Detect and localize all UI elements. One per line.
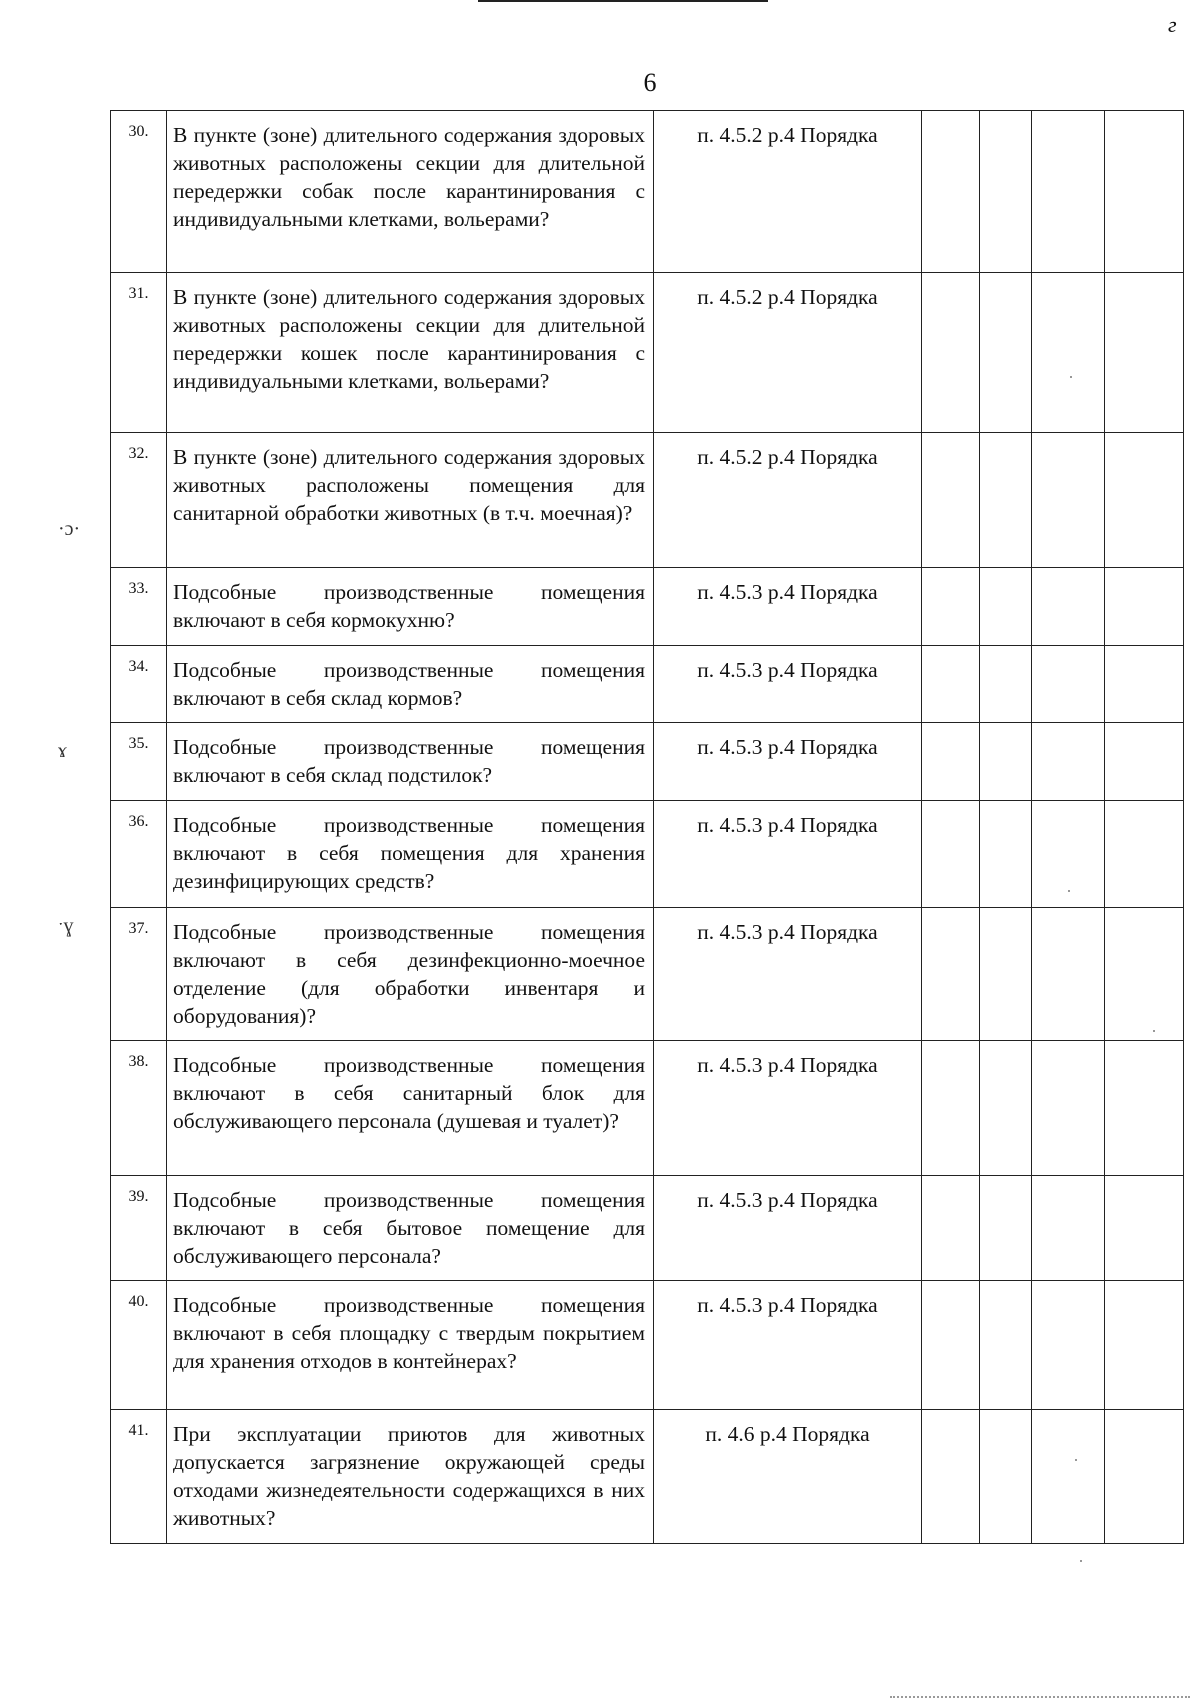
answer-cell[interactable]: [980, 1281, 1032, 1410]
row-number: 32.: [111, 433, 167, 568]
row-question: В пункте (зоне) длительного содержания здоровых животных расположены помещения для санитарной обработки животных (в т.ч. моечная)?: [167, 433, 654, 568]
table-row: [111, 908, 1184, 1041]
table-row: [111, 723, 1184, 801]
row-question: Подсобные производственные помещения включают в себя бытовое помещение для обслуживающего персонала?: [167, 1176, 654, 1281]
answer-cell[interactable]: [1032, 646, 1105, 723]
answer-cell[interactable]: [1032, 723, 1105, 801]
answer-cell[interactable]: [1105, 273, 1184, 433]
answer-cell[interactable]: [922, 908, 980, 1041]
answer-cell[interactable]: [1105, 908, 1184, 1041]
row-question: В пункте (зоне) длительного содержания здоровых животных расположены секции для длительной передержки собак после карантинирования с индивидуальными клетками, вольерами?: [167, 111, 654, 273]
answer-cell[interactable]: [922, 1410, 980, 1544]
answer-cell[interactable]: [922, 568, 980, 646]
row-number: 35.: [111, 723, 167, 801]
answer-cell[interactable]: [1032, 568, 1105, 646]
table-row: [111, 1410, 1184, 1544]
answer-cell[interactable]: [1105, 1281, 1184, 1410]
answer-cell[interactable]: [1032, 433, 1105, 568]
row-number: 40.: [111, 1281, 167, 1410]
answer-cell[interactable]: [980, 1176, 1032, 1281]
row-reference: п. 4.5.3 р.4 Порядка: [654, 568, 922, 646]
corner-handwritten-mark: г: [1168, 12, 1177, 37]
answer-cell[interactable]: [1032, 801, 1105, 908]
row-number: 30.: [111, 111, 167, 273]
scan-edge-noise: [890, 1696, 1190, 1701]
answer-cell[interactable]: [1032, 111, 1105, 273]
answer-cell[interactable]: [980, 111, 1032, 273]
row-number: 39.: [111, 1176, 167, 1281]
table-row: [111, 1176, 1184, 1281]
answer-cell[interactable]: [922, 1281, 980, 1410]
answer-cell[interactable]: [922, 1041, 980, 1176]
table-row: [111, 1281, 1184, 1410]
row-number: 37.: [111, 908, 167, 1041]
answer-cell[interactable]: [980, 801, 1032, 908]
answer-cell[interactable]: [1105, 723, 1184, 801]
answer-cell[interactable]: [1105, 111, 1184, 273]
answer-cell[interactable]: [980, 568, 1032, 646]
table-row: [111, 111, 1184, 273]
answer-cell[interactable]: [1105, 1410, 1184, 1544]
table-row: [111, 801, 1184, 908]
checklist-table: [110, 110, 1184, 1544]
row-number: 38.: [111, 1041, 167, 1176]
answer-cell[interactable]: [1105, 433, 1184, 568]
table-row: [111, 646, 1184, 723]
answer-cell[interactable]: [1105, 801, 1184, 908]
row-question: В пункте (зоне) длительного содержания здоровых животных расположены секции для длительной передержки кошек после карантинирования с индивидуальными клетками, вольерами?: [167, 273, 654, 433]
answer-cell[interactable]: [1032, 1176, 1105, 1281]
answer-cell[interactable]: [922, 433, 980, 568]
answer-cell[interactable]: [922, 723, 980, 801]
row-reference: п. 4.5.3 р.4 Порядка: [654, 646, 922, 723]
row-reference: п. 4.6 р.4 Порядка: [654, 1410, 922, 1544]
answer-cell[interactable]: [922, 801, 980, 908]
answer-cell[interactable]: [980, 1410, 1032, 1544]
answer-cell[interactable]: [1032, 1041, 1105, 1176]
row-question: Подсобные производственные помещения включают в себя помещения для хранения дезинфицирующих средств?: [167, 801, 654, 908]
answer-cell[interactable]: [922, 111, 980, 273]
answer-cell[interactable]: [1105, 646, 1184, 723]
margin-speck-mark: ɤ: [58, 740, 67, 762]
answer-cell[interactable]: [1105, 1041, 1184, 1176]
answer-cell[interactable]: [980, 433, 1032, 568]
row-question: Подсобные производственные помещения включают в себя кормокухню?: [167, 568, 654, 646]
answer-cell[interactable]: [1032, 273, 1105, 433]
table-row: [111, 568, 1184, 646]
answer-cell[interactable]: [980, 646, 1032, 723]
answer-cell[interactable]: [980, 273, 1032, 433]
margin-speck-mark: ·ɔ·: [58, 518, 81, 540]
table-row: [111, 433, 1184, 568]
row-number: 36.: [111, 801, 167, 908]
row-reference: п. 4.5.3 р.4 Порядка: [654, 801, 922, 908]
answer-cell[interactable]: [980, 908, 1032, 1041]
row-question: Подсобные производственные помещения включают в себя склад кормов?: [167, 646, 654, 723]
row-number: 41.: [111, 1410, 167, 1544]
answer-cell[interactable]: [922, 273, 980, 433]
row-number: 34.: [111, 646, 167, 723]
row-reference: п. 4.5.3 р.4 Порядка: [654, 723, 922, 801]
row-reference: п. 4.5.2 р.4 Порядка: [654, 433, 922, 568]
answer-cell[interactable]: [922, 1176, 980, 1281]
answer-cell[interactable]: [980, 723, 1032, 801]
row-reference: п. 4.5.2 р.4 Порядка: [654, 111, 922, 273]
answer-cell[interactable]: [1105, 1176, 1184, 1281]
answer-cell[interactable]: [922, 646, 980, 723]
row-number: 33.: [111, 568, 167, 646]
row-reference: п. 4.5.3 р.4 Порядка: [654, 1281, 922, 1410]
scan-speck: [1080, 1560, 1082, 1562]
row-question: Подсобные производственные помещения включают в себя дезинфекционно-моечное отделение (для обработки инвентаря и оборудования)?: [167, 908, 654, 1041]
table-row: [111, 1041, 1184, 1176]
table-row: [111, 273, 1184, 433]
row-question: При эксплуатации приютов для животных допускается загрязнение окружающей среды отходами жизнедеятельности содержащихся в них животных?: [167, 1410, 654, 1544]
checklist-rows: [111, 111, 1184, 1544]
row-reference: п. 4.5.3 р.4 Порядка: [654, 1176, 922, 1281]
row-reference: п. 4.5.3 р.4 Порядка: [654, 908, 922, 1041]
top-rule: [478, 0, 768, 2]
answer-cell[interactable]: [1032, 1410, 1105, 1544]
row-reference: п. 4.5.2 р.4 Порядка: [654, 273, 922, 433]
answer-cell[interactable]: [1032, 908, 1105, 1041]
row-question: Подсобные производственные помещения включают в себя санитарный блок для обслуживающего персонала (душевая и туалет)?: [167, 1041, 654, 1176]
answer-cell[interactable]: [1105, 568, 1184, 646]
margin-speck-mark: ˑɣ: [58, 915, 74, 937]
page-number: 6: [643, 68, 657, 97]
row-reference: п. 4.5.3 р.4 Порядка: [654, 1041, 922, 1176]
row-question: Подсобные производственные помещения включают в себя склад подстилок?: [167, 723, 654, 801]
row-number: 31.: [111, 273, 167, 433]
answer-cell[interactable]: [1032, 1281, 1105, 1410]
row-question: Подсобные производственные помещения включают в себя площадку с твердым покрытием для хранения отходов в контейнерах?: [167, 1281, 654, 1410]
answer-cell[interactable]: [980, 1041, 1032, 1176]
